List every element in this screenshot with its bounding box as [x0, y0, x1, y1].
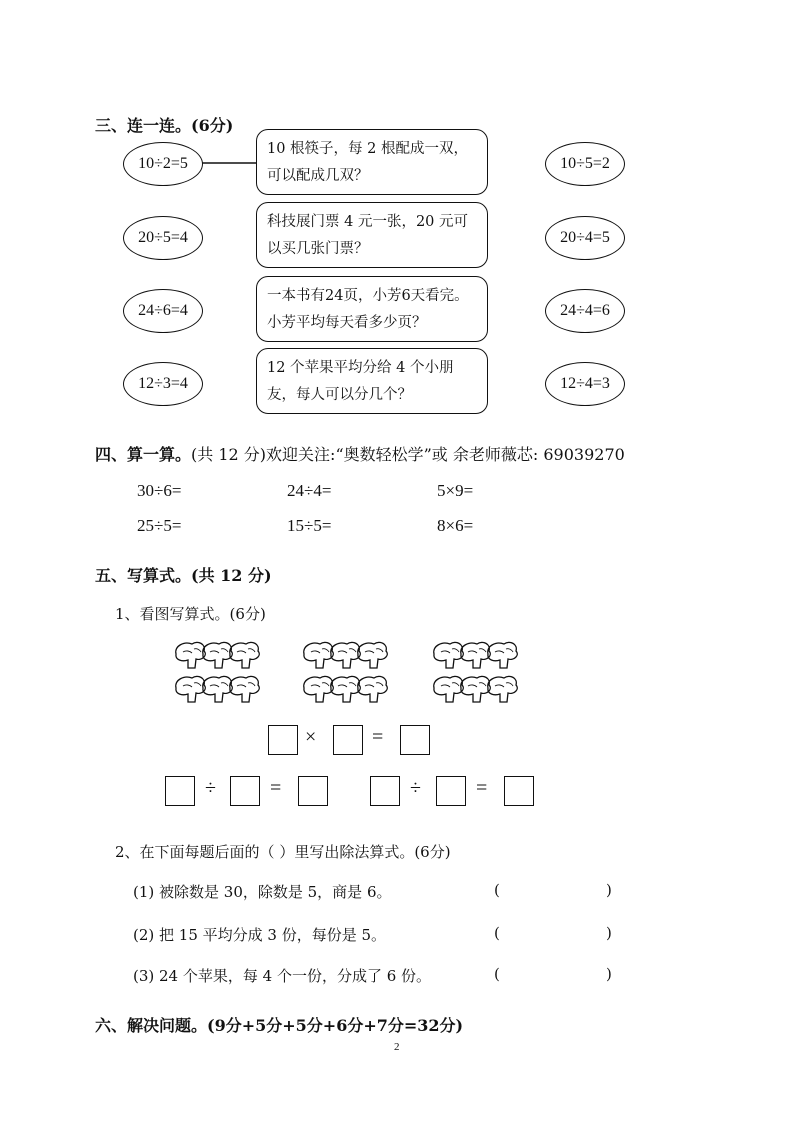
divide-sign: ÷: [410, 777, 421, 799]
mushroom-icon: [331, 676, 361, 702]
problem-box-1[interactable]: 10 根筷子，每 2 根配成一双，可以配成几双？: [256, 129, 488, 195]
calc-item: 24÷4=: [287, 481, 332, 500]
section-5-title: 五、写算式。(共 12 分): [95, 566, 272, 585]
mushroom-group-1: [176, 642, 260, 702]
question-item-2: (2) 把 15 平均分成 3 份，每份是 5。: [133, 926, 387, 944]
mushroom-icon: [358, 642, 388, 668]
mushroom-group-3: [434, 642, 518, 702]
paren-close: ): [606, 881, 612, 899]
equals-sign: =: [476, 777, 488, 799]
right-equation-3[interactable]: 24÷4=6: [545, 289, 625, 333]
mushroom-icon: [461, 676, 491, 702]
left-equation-1[interactable]: 10÷2=5: [123, 142, 203, 186]
paren-open: (: [494, 924, 500, 942]
problem-box-3[interactable]: 一本书有24页，小芳6天看完。小芳平均每天看多少页？: [256, 276, 488, 342]
mushroom-icon: [176, 676, 206, 702]
mushroom-icon: [304, 642, 334, 668]
section-6-title: 六、解决问题。(9分+5分+5分+6分+7分=32分): [95, 1016, 464, 1035]
left-equation-2[interactable]: 20÷5=4: [123, 216, 203, 260]
right-equation-4[interactable]: 12÷4=3: [545, 362, 625, 406]
mushroom-icon: [331, 642, 361, 668]
paren-close: ): [606, 924, 612, 942]
calc-item: 15÷5=: [287, 516, 332, 535]
section-4-header: [95, 442, 625, 465]
part-1-title: 1、看图写算式。(6分): [115, 605, 266, 623]
equals-sign: =: [270, 777, 282, 799]
mushroom-icon: [488, 642, 518, 668]
answer-box[interactable]: [400, 725, 430, 755]
divide-sign: ÷: [205, 777, 216, 799]
answer-box[interactable]: [436, 776, 466, 806]
problem-box-4[interactable]: 12 个苹果平均分给 4 个小朋友，每人可以分几个？: [256, 348, 488, 414]
section-4-note: 欢迎关注:“奥数轻松学”或 余老师薇芯: 69039270: [266, 445, 625, 464]
right-equation-1[interactable]: 10÷5=2: [545, 142, 625, 186]
part-2-title: 2、在下面每题后面的（ ）里写出除法算式。(6分): [115, 843, 451, 861]
answer-box[interactable]: [298, 776, 328, 806]
mushroom-icon: [461, 642, 491, 668]
mushroom-group-2: [304, 642, 388, 702]
left-equation-4[interactable]: 12÷3=4: [123, 362, 203, 406]
section-4-score: (共 12 分): [191, 445, 267, 464]
answer-box[interactable]: [370, 776, 400, 806]
left-equation-3[interactable]: 24÷6=4: [123, 289, 203, 333]
mushroom-icon: [230, 642, 260, 668]
section-3-title: 三、连一连。(6分): [95, 116, 234, 135]
mushroom-icon: [358, 676, 388, 702]
equals-sign: =: [372, 726, 384, 748]
calc-item: 5×9=: [437, 481, 474, 500]
mushroom-icon: [488, 676, 518, 702]
multiply-sign: ×: [305, 726, 317, 748]
answer-box[interactable]: [165, 776, 195, 806]
problem-box-2[interactable]: 科技展门票 4 元一张，20 元可以买几张门票？: [256, 202, 488, 268]
answer-box[interactable]: [504, 776, 534, 806]
section-4-title: 四、算一算。: [95, 445, 192, 464]
answer-box[interactable]: [230, 776, 260, 806]
answer-box[interactable]: [333, 725, 363, 755]
paren-open: (: [494, 965, 500, 983]
mushroom-icon: [203, 642, 233, 668]
mushroom-icon: [203, 676, 233, 702]
mushroom-icon: [434, 642, 464, 668]
mushroom-icon: [176, 642, 206, 668]
right-equation-2[interactable]: 20÷4=5: [545, 216, 625, 260]
calc-item: 25÷5=: [137, 516, 182, 535]
mushroom-picture: [170, 640, 530, 710]
paren-open: (: [494, 881, 500, 899]
mushroom-icon: [230, 676, 260, 702]
question-item-3: (3) 24 个苹果，每 4 个一份，分成了 6 份。: [133, 967, 432, 985]
answer-box[interactable]: [268, 725, 298, 755]
calc-item: 8×6=: [437, 516, 474, 535]
question-item-1: (1) 被除数是 30，除数是 5，商是 6。: [133, 883, 392, 901]
mushroom-icon: [304, 676, 334, 702]
mushroom-icon: [434, 676, 464, 702]
calc-item: 30÷6=: [137, 481, 182, 500]
paren-close: ): [606, 965, 612, 983]
page-number: 2: [394, 1041, 400, 1053]
